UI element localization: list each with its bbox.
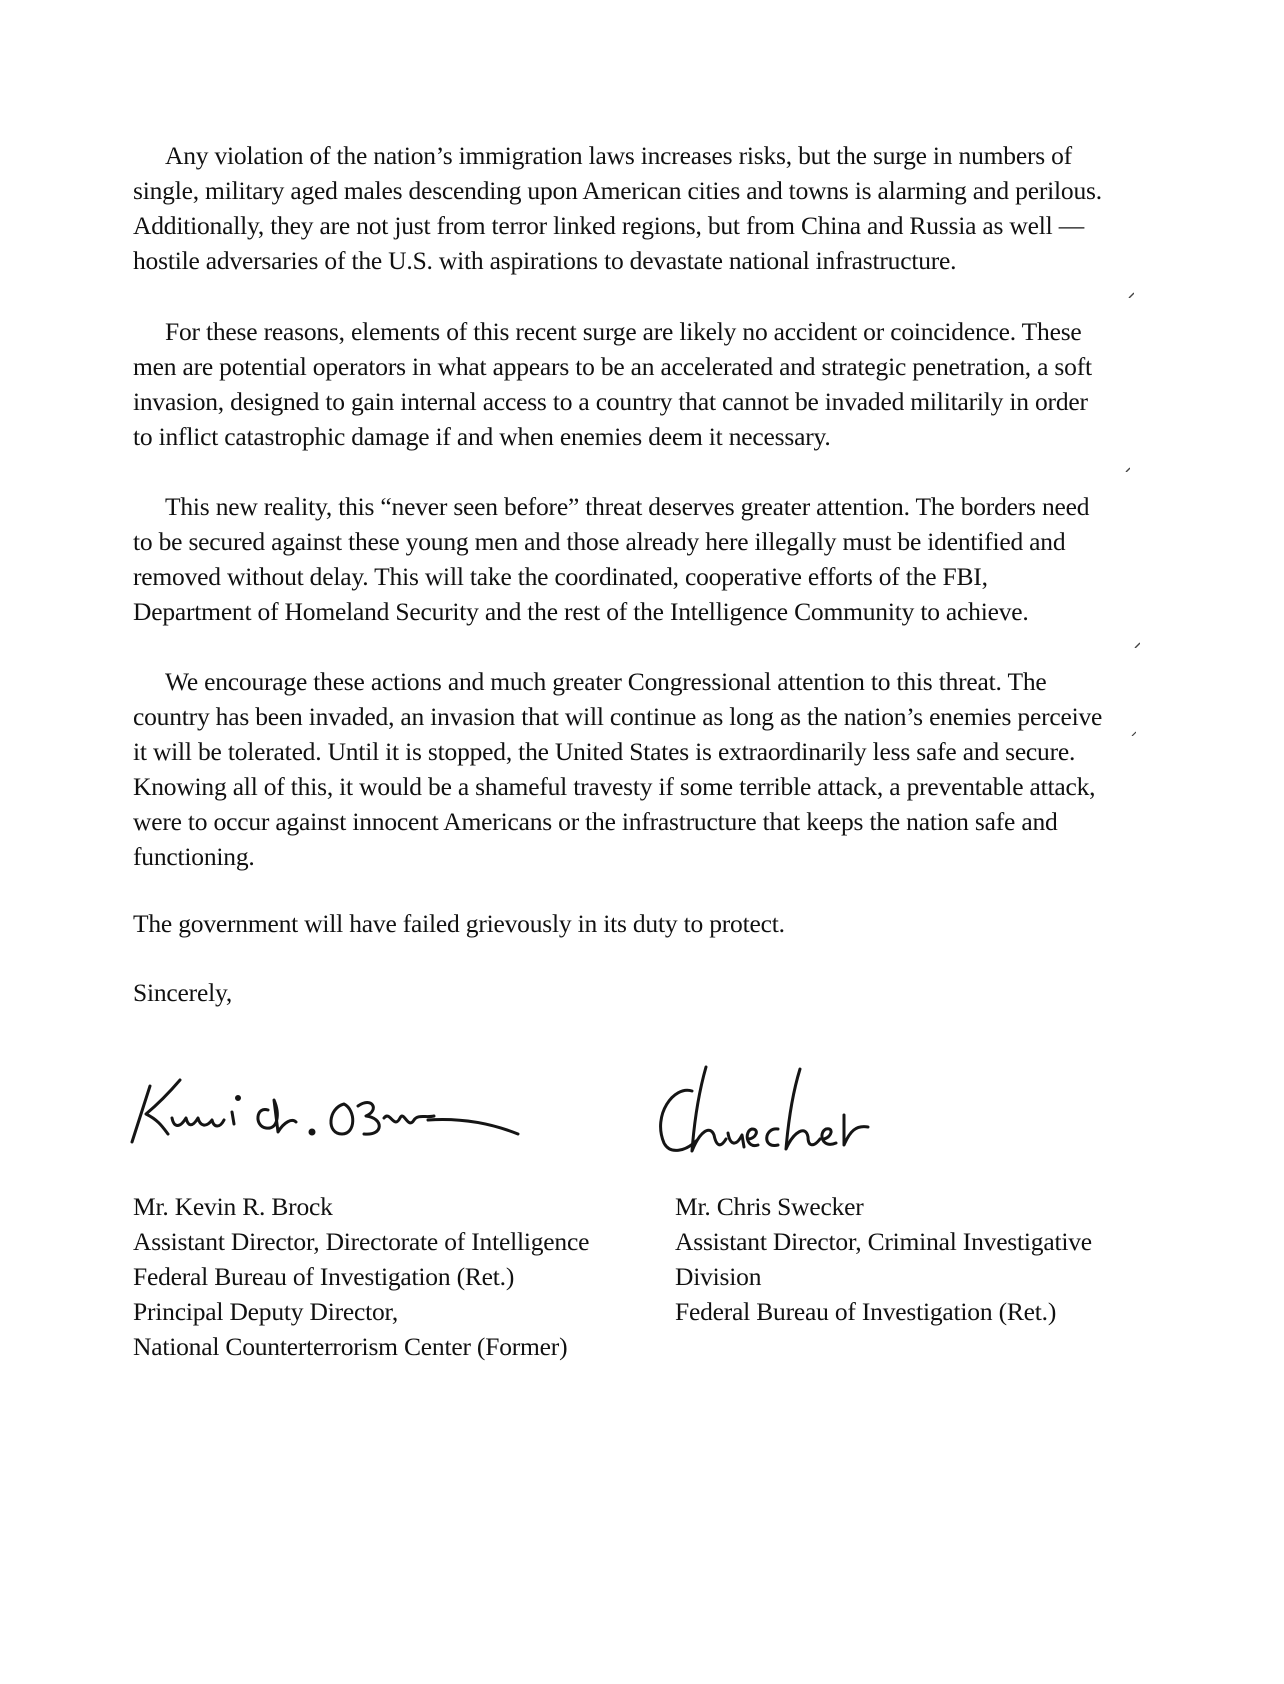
scan-speck [1134, 642, 1140, 648]
signature-kevin-brock [128, 1070, 538, 1180]
signatory-title: Division [675, 1262, 762, 1291]
paragraph-3 [133, 489, 1163, 629]
text-line: were to occur against innocent Americans or the infrastructure that keeps the nation safe and [133, 807, 1058, 836]
signatory-title: Federal Bureau of Investigation (Ret.) [133, 1262, 515, 1291]
signature-block-brock [133, 1189, 589, 1364]
text-line: it will be tolerated. Until it is stopped, the United States is extraordinarily less safe and secure. [133, 737, 1076, 766]
text-line: functioning. [133, 842, 255, 871]
signatory-title: Assistant Director, Criminal Investigative [675, 1227, 1092, 1256]
scan-speck [1128, 292, 1134, 298]
signatory-title: Assistant Director, Directorate of Intelligence [133, 1227, 590, 1256]
text-line: country has been invaded, an invasion that will continue as long as the nation’s enemies perceive [133, 702, 1103, 731]
signatory-name: Mr. Kevin R. Brock [133, 1192, 333, 1221]
text-line: men are potential operators in what appears to be an accelerated and strategic penetration, a soft [133, 352, 1092, 381]
text-line: Knowing all of this, it would be a shameful travesty if some terrible attack, a preventable attack, [133, 772, 1096, 801]
text-line: removed without delay. This will take the coordinated, cooperative efforts of the FBI, [133, 562, 988, 591]
text-line: Additionally, they are not just from terror linked regions, but from China and Russia as well — [133, 211, 1084, 240]
signature-block-swecker [675, 1189, 1092, 1329]
signature-chris-swecker [640, 1055, 960, 1175]
signatory-title: Federal Bureau of Investigation (Ret.) [675, 1297, 1057, 1326]
text-line: Any violation of the nation’s immigration laws increases risks, but the surge in numbers of [165, 141, 1072, 170]
scan-speck [1124, 466, 1130, 472]
closing-statement: The government will have failed grievously in its duty to protect. [133, 909, 785, 938]
text-line: to inflict catastrophic damage if and when enemies deem it necessary. [133, 422, 831, 451]
text-line: to be secured against these young men and those already here illegally must be identified and [133, 527, 1066, 556]
paragraph-2 [133, 314, 1163, 454]
text-line: For these reasons, elements of this recent surge are likely no accident or coincidence. These [165, 317, 1082, 346]
paragraph-4 [133, 664, 1163, 874]
signatory-title: National Counterterrorism Center (Former) [133, 1332, 568, 1361]
text-line: We encourage these actions and much greater Congressional attention to this threat. The [165, 667, 1047, 696]
signatory-title: Principal Deputy Director, [133, 1297, 398, 1326]
paragraph-1 [133, 138, 1163, 278]
scan-speck [1130, 730, 1136, 736]
signatory-name: Mr. Chris Swecker [675, 1192, 864, 1221]
valediction: Sincerely, [133, 978, 233, 1007]
text-line: Department of Homeland Security and the rest of the Intelligence Community to achieve. [133, 597, 1029, 626]
text-line: hostile adversaries of the U.S. with aspirations to devastate national infrastructure. [133, 246, 957, 275]
text-line: invasion, designed to gain internal access to a country that cannot be invaded militarily in order [133, 387, 1088, 416]
text-line: This new reality, this “never seen before” threat deserves greater attention. The borders need [165, 492, 1090, 521]
text-line: single, military aged males descending upon American cities and towns is alarming and perilous. [133, 176, 1102, 205]
